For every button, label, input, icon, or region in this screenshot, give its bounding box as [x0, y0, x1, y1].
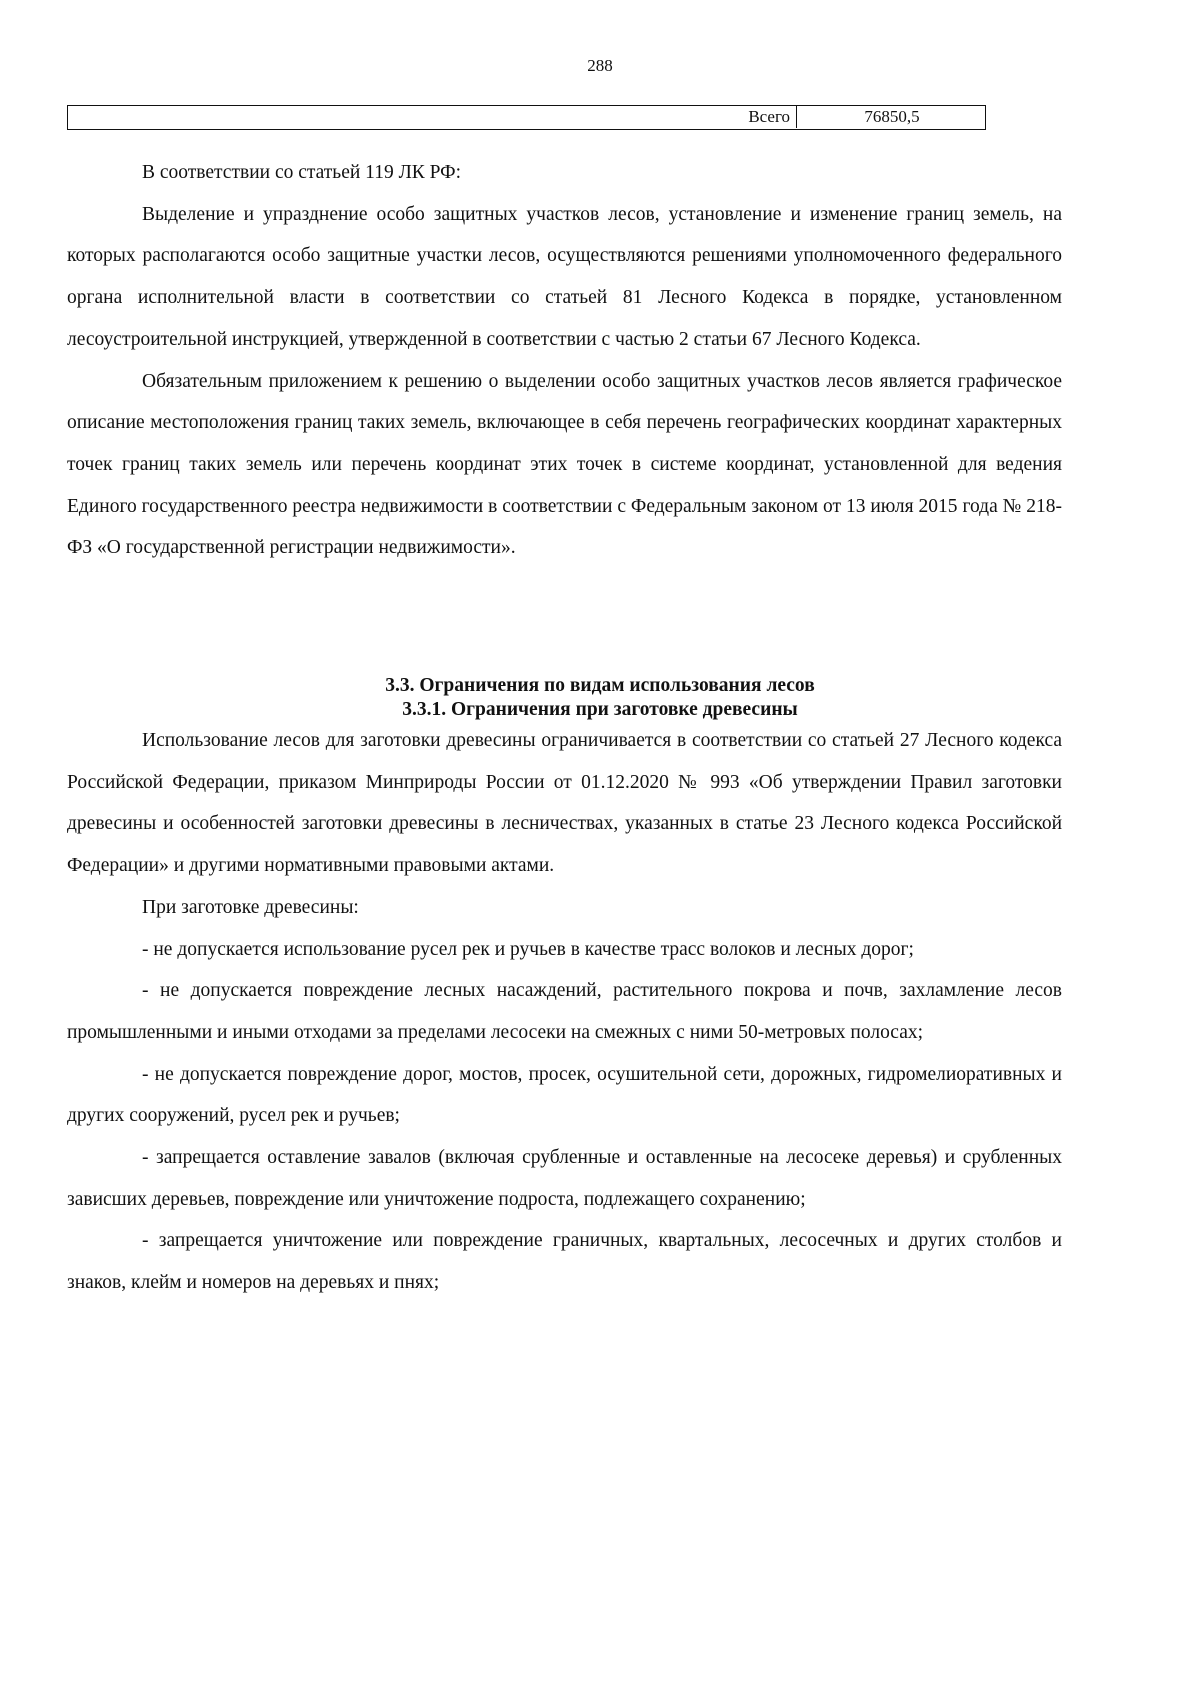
paragraph: Обязательным приложением к решению о выделении особо защитных участков лесов является графическое описание местоположения границ таких земель, включающее в себя перечень географических координат характерных точек границ таких земель или перечень координат этих точек в системе координат, установленной для ведения Единого государственного реестра недвижимости в соответствии с Федеральным законом от 13 июля 2015 года № 218-ФЗ «О государственной регистрации недвижимости».	[67, 370, 1062, 559]
paragraph: В соответствии со статьей 119 ЛК РФ:	[142, 162, 462, 183]
paragraph: Использование лесов для заготовки древесины ограничивается в соответствии со статьей 27 Лесного кодекса Российской Федерации, приказом Минприроды России от 01.12.2020 № 993 «Об утверждении Правил заготовки древесины и особенностей заготовки древесины в лесничествах, указанных в статье 23 Лесного кодекса Российской Федерации» и другими нормативными правовыми актами.	[67, 730, 1062, 877]
list-item: - запрещается уничтожение или повреждение граничных, квартальных, лесосечных и других столбов и знаков, клейм и номеров на деревьях и пнях;	[67, 1230, 1062, 1294]
paragraph: Выделение и упразднение особо защитных участков лесов, установление и изменение границ земель, на которых располагаются особо защитные участки лесов, осуществляются решениями уполномоченного федерального органа исполнительной власти в соответствии со статьей 81 Лесного Кодекса в порядке, установленном лесоустроительной инструкцией, утвержденной в соответствии с частью 2 статьи 67 Лесного Кодекса.	[67, 203, 1062, 350]
list-item: - не допускается использование русел рек и ручьев в качестве трасс волоков и лесных дорог;	[142, 938, 914, 960]
text-block-before-headings	[67, 152, 1062, 569]
list-item: - запрещается оставление завалов (включая срубленные и оставленные на лесосеке деревья) и срубленных зависших деревьев, повреждение или уничтожение подроста, подлежащего сохранению;	[67, 1147, 1062, 1210]
total-row-table	[67, 105, 986, 130]
total-label: Всего	[748, 107, 790, 126]
list-item: - не допускается повреждение лесных насаждений, растительного покрова и почв, захламление лесов промышленными и иными отходами за пределами лесосеки на смежных с ними 50-метровых полосах;	[67, 980, 1062, 1043]
text-block-after-headings	[67, 720, 1062, 1304]
paragraph: При заготовке древесины:	[142, 896, 359, 918]
subsection-heading: 3.3.1. Ограничения при заготовке древесины	[402, 699, 798, 720]
table-cell-divider	[796, 106, 797, 128]
page-number: 288	[587, 56, 613, 75]
section-headings	[0, 674, 1200, 722]
total-value: 76850,5	[864, 107, 920, 126]
section-heading: 3.3. Ограничения по видам использования лесов	[385, 675, 815, 696]
list-item: - не допускается повреждение дорог, мостов, просек, осушительной сети, дорожных, гидромелиоративных и других сооружений, русел рек и ручьев;	[67, 1063, 1062, 1127]
